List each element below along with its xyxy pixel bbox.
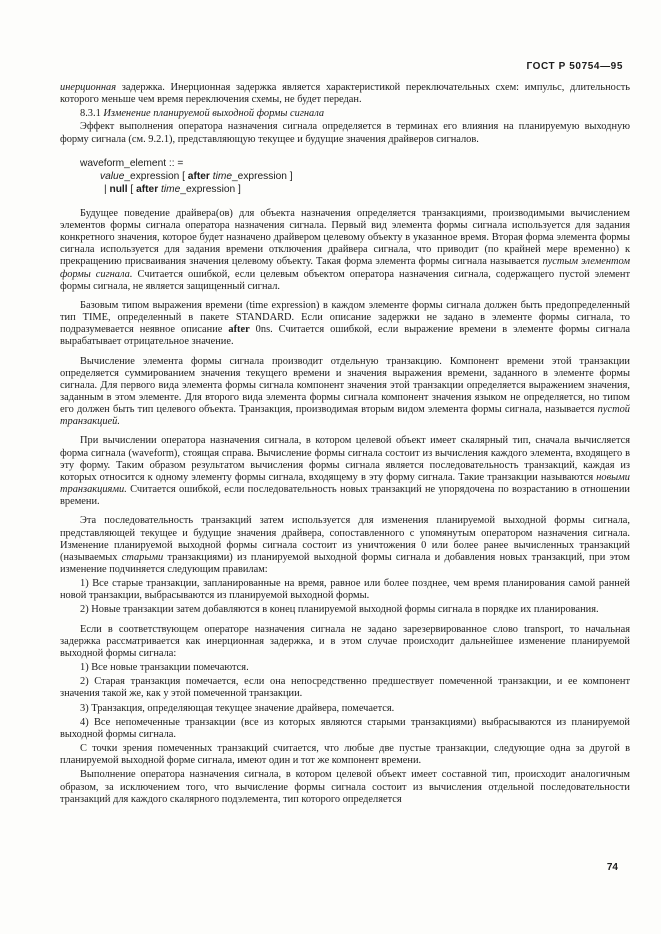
p6-text: Эта последовательность транзакций затем используется для изменения планируемой выходной формы сигнала, представляющей текущее и будущие значения драйвера, сопоставленного с упомянутым оператором назначения сигнала. Изменение планируемой выходной формы сигнала состоит из уничтожения 0 или более ранее вычисленных транзакций (называемых	[60, 515, 630, 563]
intro-text: задержка. Инерционная задержка является характеристикой переключательных схем: импульс, длительность которого меньше чем время переключения схемы, не будет передан.	[60, 82, 630, 106]
paragraph-6	[60, 515, 630, 576]
syntax-null-keyword: null	[109, 183, 128, 195]
paragraph-2	[60, 208, 630, 293]
p5-text: При вычислении оператора назначения сигнала, в котором целевой объект имеет скалярный тип, сначала вычисляется форма сигнала (waveform), стоящая справа. Вычисление формы сигнала состоит из вычисления каждого элемента, входящего в эту форму. Таким образом результатом вычисления формы сигнала является последовательность транзакций, каждая из которых относится к одному элементу формы сигнала, входящему в эту форму сигнала. Такие транзакции называются	[60, 435, 630, 483]
p3-after-keyword: after	[228, 324, 250, 336]
section-title: Изменение планируемой выходной формы сигнала	[103, 108, 325, 120]
rule2-item: 4) Все непомеченные транзакции (все из которых являются старыми транзакциями) выбрасываются из планируемой выходной формы сигнала.	[60, 716, 630, 740]
section-heading	[80, 108, 630, 120]
paragraph-4	[60, 356, 630, 429]
syntax-bar: |	[104, 183, 110, 195]
syntax-expression: _expression [	[124, 170, 188, 182]
p2-term: пустым элементом формы сигнала.	[60, 256, 630, 280]
syntax-expression-end: _expression ]	[231, 170, 293, 182]
syntax-line-2	[80, 170, 630, 183]
syntax-expression-end-2: _expression ]	[180, 183, 241, 195]
syntax-line-1: waveform_element :: =	[80, 157, 184, 169]
p3-text2: 0ns. Считается ошибкой, если выражение времени в элементе формы сигнала вырабатывает отрицательное значение.	[60, 324, 631, 348]
syntax-value-prefix: value	[100, 170, 125, 182]
p4-term: пустой транзакцией.	[60, 404, 630, 428]
paragraph-1: Эффект выполнения оператора назначения сигнала определяется в терминах его влияния на планируемую выходную форму сигнала (см. 9.2.1), представляющую текущее и будущие значения драйверов сигналов.	[60, 121, 630, 145]
paragraph-7: Если в соответствующем операторе назначения сигнала не задано зарезервированное слово transport, то начальная задержка рассматривается как инерционная задержка, и в этом случае происходит дальнейшее изменение планируемой выходной формы сигнала:	[60, 623, 630, 659]
syntax-block	[80, 157, 630, 196]
paragraph-9: Выполнение оператора назначения сигнала, в котором целевой объект имеет составной тип, происходит аналогичным образом, за исключением того, что вычисление формы сигнала состоит из вычисления отдельной последовательности транзакций для каждого скалярного подэлемента, тип которого определяется	[60, 769, 630, 805]
syntax-after-keyword: after	[187, 170, 210, 182]
syntax-after-keyword-2: after	[136, 183, 159, 195]
rule-item: 1) Все старые транзакции, запланированные на время, равное или более позднее, чем время планирования самой ранней новой транзакции, выбрасываются из планируемой выходной формы.	[60, 578, 630, 602]
section-number: 8.3.1	[80, 108, 101, 120]
rule2-item: 2) Старая транзакция помечается, если она непосредственно предшествует помеченной транзакции, и ее компонент значения такой же, как у этой помеченной транзакции.	[60, 676, 630, 700]
paragraph-5	[60, 435, 630, 508]
p2-text2: Считается ошибкой, если целевым объектом оператора назначения сигнала, содержащего пустой элемент формы сигнала, не является защищенный сигнал.	[60, 268, 630, 292]
document-header: ГОСТ Р 50754—95	[526, 61, 623, 72]
p6-text2: транзакциями) из планируемой выходной формы сигнала и добавления новых транзакций, при этом изменение подчиняется следующим правилам:	[60, 551, 630, 575]
page-number: 74	[606, 862, 618, 873]
paragraph-8: С точки зрения помеченных транзакций считается, что любые две пустые транзакции, следующие одна за другой в планируемой выходной форме сигнала, имеют один и тот же компонент времени.	[60, 743, 630, 767]
rule2-item: 1) Все новые транзакции помечаются.	[80, 662, 249, 674]
document-body	[60, 82, 630, 808]
paragraph-3	[60, 300, 630, 349]
rule-item: 2) Новые транзакции затем добавляются в конец планируемой выходной формы сигнала в порядке их планирования.	[80, 604, 599, 616]
p4-text: Вычисление элемента формы сигнала производит отдельную транзакцию. Компонент времени этой транзакции определяется суммированием значения текущего времени и значения выражения времени, заданного в элементе формы сигнала. Для первого вида элемента формы сигнала компонент значения этой транзакции определяется выражением значения, заданным в этом элементе. Для второго вида элемента формы сигнала компонент значения языком не определяется, но типом его должен быть тип целевого объекта. Транзакция, производимая вторым видом элемента формы сигнала, называется	[60, 355, 630, 416]
syntax-bracket: [	[127, 183, 137, 195]
p6-term: старыми	[121, 551, 164, 563]
rule2-item: 3) Транзакция, определяющая текущее значение драйвера, помечается.	[80, 702, 395, 714]
p5-term: новыми транзакциями.	[60, 471, 630, 496]
intro-term: инерционная	[60, 82, 117, 93]
p2-text: Будущее поведение драйвера(ов) для объекта назначения определяется транзакциями, производимыми вычислением элементов формы сигнала оператора назначения сигнала. Первый вид элемента формы сигнала используется для задания конкретного значения, которое будет назначено драйвером целевому объекту в указанное время. Вторая форма элемента формы сигнала используется для задания времени отключения драйвера сигнала, что приводит (по крайней мере временно) к прекращению присваивания значения целевому объекту. Такая форма элемента формы сигнала называется	[60, 207, 630, 268]
intro-paragraph	[60, 82, 630, 106]
syntax-line-3	[80, 183, 630, 196]
p3-text: Базовым типом выражения времени (time expression) в каждом элементе формы сигнала должен быть предопределенный тип TIME, определенный в пакете STANDARD. Если описание задержки не задано в элементе формы сигнала, то подразумевается неявное описание	[60, 299, 630, 336]
p5-text2: Считается ошибкой, если последовательность новых транзакций не упорядочена по возрастанию в отношении времени.	[60, 484, 630, 508]
syntax-time-prefix-2: time	[161, 183, 181, 195]
syntax-time-prefix: time	[212, 170, 232, 182]
